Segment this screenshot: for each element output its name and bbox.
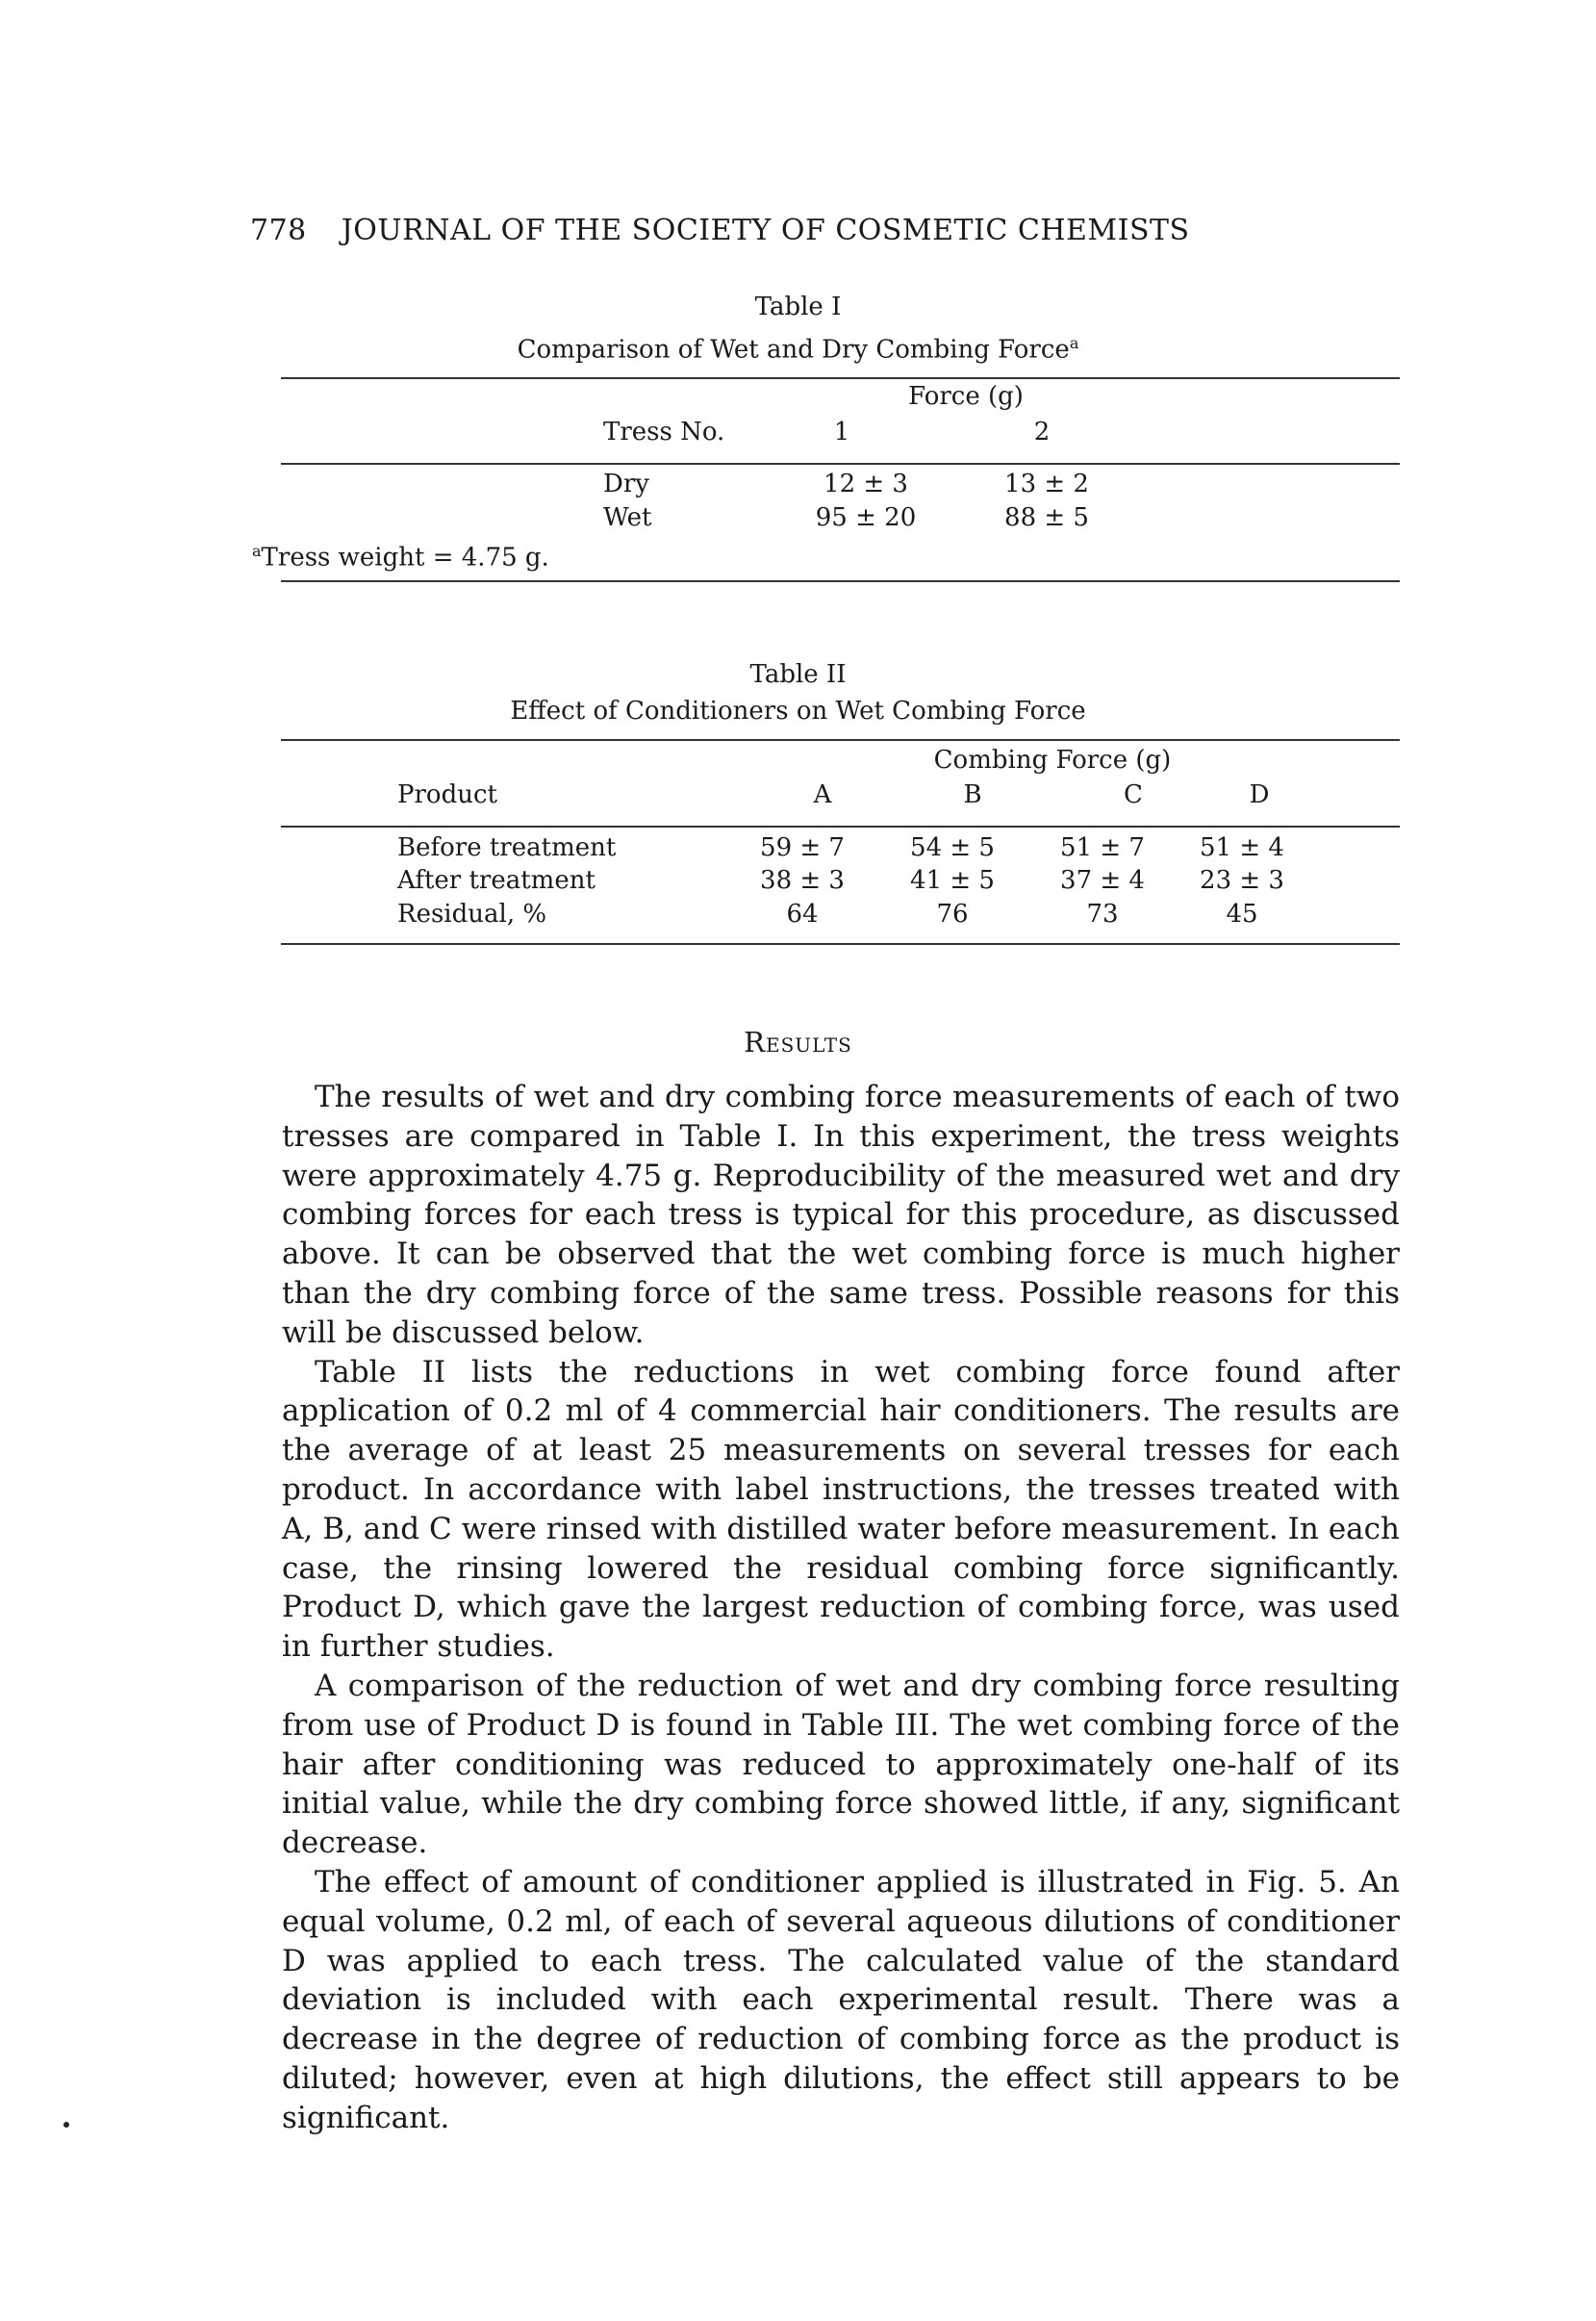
results-heading: Results: [744, 1026, 852, 1058]
journal-title: JOURNAL OF THE SOCIETY OF COSMETIC CHEMISTS: [341, 214, 1190, 247]
table-1-cell: 13 ± 2: [1004, 470, 1089, 498]
table-1-row-label: Dry: [603, 470, 649, 498]
results-paragraph: The results of wet and dry combing force measurements of each of two tresses are compared in Table I. In this experiment, the tress weights were approximately 4.75 g. Reproducibility of the measured wet and dry combing forces for each tress is typical for this procedure, as discussed above. It can be observed that the wet combing force is much higher than the dry combing force of the same tress. Possible reasons for this will be discussed below.: [282, 1080, 1400, 1350]
table-2-cell: 73: [1086, 900, 1119, 929]
table-2-cell: 51 ± 4: [1200, 833, 1284, 862]
results-body: [282, 1078, 1400, 2138]
table-1-cell: 95 ± 20: [815, 503, 917, 532]
page-number: 778: [250, 214, 307, 247]
table-2-cell: 59 ± 7: [760, 833, 845, 862]
table-2-col-a: A: [813, 780, 832, 809]
table-1-footnote-text: Tress weight = 4.75 g.: [261, 543, 549, 573]
table-2-row-label: Residual, %: [397, 900, 547, 929]
table-2-row-header: Product: [397, 780, 497, 809]
table-1-mid-rule: [281, 463, 1400, 465]
table-2-cell: 23 ± 3: [1200, 866, 1284, 895]
table-1-top-rule: [281, 377, 1400, 379]
margin-dot: [63, 2122, 69, 2128]
table-2-col-c: C: [1124, 780, 1143, 809]
results-paragraph: The effect of amount of conditioner applied is illustrated in Fig. 5. An equal volume, 0.2 ml, of each of several aqueous dilutions of conditioner D was applied to each tress. The calculated value of the standard deviation is included with each experimental result. There was a decrease in the degree of reduction of combing force as the product is diluted; however, even at high dilutions, the effect still appears to be significant.: [282, 1864, 1400, 2135]
table-1-title-note-mark: a: [1069, 334, 1079, 352]
table-1-title-text: Comparison of Wet and Dry Combing Force: [517, 335, 1070, 365]
table-2-cell: 54 ± 5: [910, 833, 995, 862]
table-2-label: Table II: [749, 660, 847, 689]
table-2-cell: 45: [1226, 900, 1258, 929]
table-1-footnote: [252, 535, 549, 574]
table-2-col-b: B: [963, 780, 982, 809]
table-1-group-header: Force (g): [908, 382, 1024, 411]
table-2-cell: 41 ± 5: [910, 866, 995, 895]
table-2-cell: 76: [936, 900, 969, 929]
table-1-cell: 88 ± 5: [1004, 503, 1089, 532]
table-2-cell: 38 ± 3: [760, 866, 845, 895]
table-1-row-label: Wet: [603, 503, 652, 532]
results-paragraph: A comparison of the reduction of wet and dry combing force resulting from use of Product D is found in Table III. The wet combing force of the hair after conditioning was reduced to approximately one-half of its initial value, while the dry combing force showed little, if any, significant decrease.: [282, 1668, 1400, 1861]
table-2-cell: 37 ± 4: [1060, 866, 1145, 895]
table-1-footnote-mark: a: [252, 542, 262, 560]
table-1-title: [0, 325, 1596, 369]
table-1-bottom-rule: [281, 580, 1400, 582]
table-2-cell: 51 ± 7: [1060, 833, 1145, 862]
table-2-group-header: Combing Force (g): [933, 746, 1172, 775]
table-2-cell: 64: [786, 900, 819, 929]
table-1-col-1: 1: [833, 418, 850, 446]
results-paragraph: Table II lists the reductions in wet combing force found after application of 0.2 ml of 4 commercial hair conditioners. The results are the average of at least 25 measurements on several tresses for each product. In accordance with label instructions, the tresses treated with A, B, and C were rinsed with distilled water before measurement. In each case, the rinsing lowered the residual combing force significantly. Product D, which gave the largest reduction of combing force, was used in further studies.: [282, 1354, 1400, 1665]
table-2-title: Effect of Conditioners on Wet Combing Force: [510, 697, 1086, 726]
table-2-row-label: After treatment: [397, 866, 595, 895]
table-1-label: Table I: [754, 293, 842, 321]
table-2-top-rule: [281, 739, 1400, 741]
table-1-cell: 12 ± 3: [823, 470, 908, 498]
table-2-mid-rule: [281, 826, 1400, 828]
table-1-row-header: Tress No.: [603, 418, 725, 446]
table-2-col-d: D: [1249, 780, 1270, 809]
running-head: [250, 214, 1190, 247]
table-1-col-2: 2: [1033, 418, 1051, 446]
table-2-row-label: Before treatment: [397, 833, 617, 862]
table-2-bottom-rule: [281, 943, 1400, 945]
